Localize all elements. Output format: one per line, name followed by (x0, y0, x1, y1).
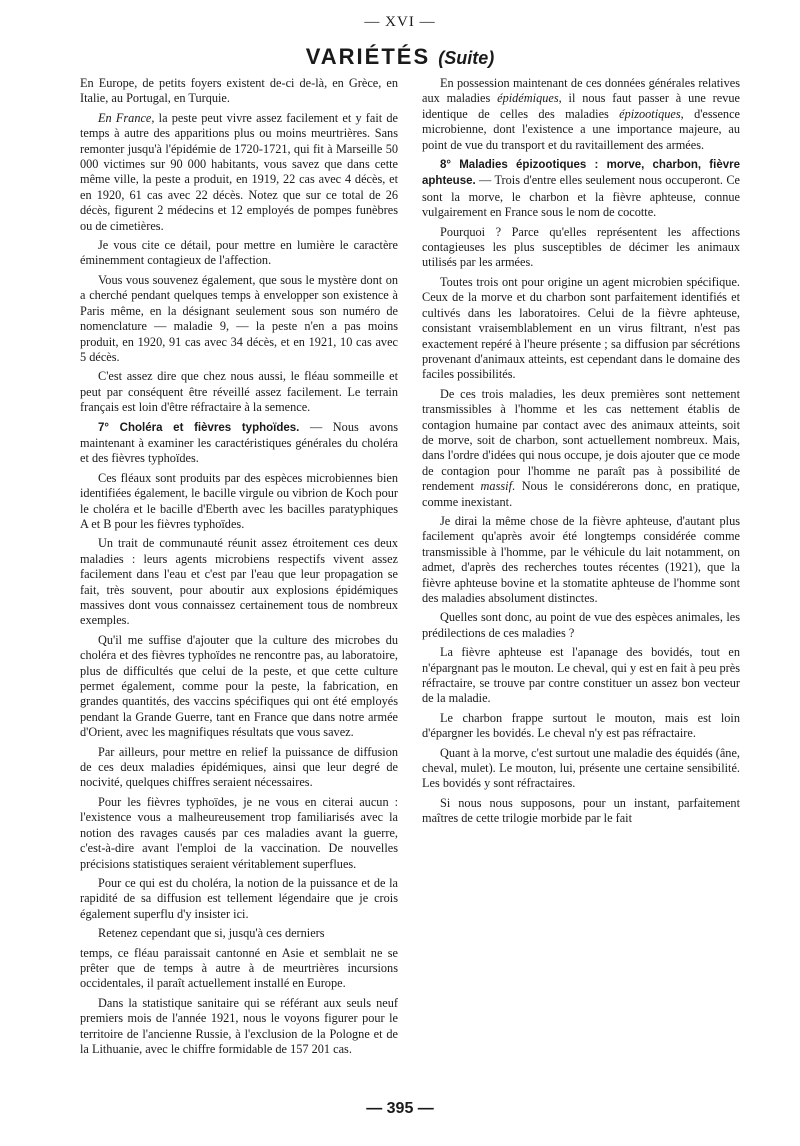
paragraph: Je dirai la même chose de la fièvre aphteuse, d'autant plus facilement qu'après avoir été longtemps considérée comme transmissible à l'homme, par le véhicule du lait notamment, on admet, d'après des recherches toutes récentes (1921), que la fièvre aphteuse bovine et la stomatite aphteuse de l'homme sont des maladies absolument distinctes. (422, 513, 740, 605)
paragraph: Toutes trois ont pour origine un agent microbien spécifique. Ceux de la morve et du charbon sont parfaitement identifiés et cultivés dans les laboratoires. Celui de la fièvre aphteuse, consistant vraisemblablement en un virus filtrant, n'est pas exactement repéré à l'heure présente ; sa diffusion par sécrétions provenant d'animaux atteints, est cependant dans le domaine des faciles possibilités. (422, 274, 740, 382)
subsection-paragraph: 7° Choléra et fièvres typhoïdes. — Nous avons maintenant à examiner les caractéristiques générales du choléra et des fièvres typhoïdes. (80, 419, 399, 466)
paragraph: C'est assez dire que chez nous aussi, le fléau sommeille et peut par conséquent être réveillé assez facilement. Le terrain français est loin d'être réfractaire à la semence. (80, 369, 398, 415)
paragraph: En Europe, de petits foyers existent de-ci de-là, en Grèce, en Italie, au Portugal, en Turquie. (80, 76, 398, 106)
paragraph: En possession maintenant de ces données générales relatives aux maladies épidémiques, il nous faut passer à une revue identique de celles des maladies épizootiques, d'essence microbienne, dont l'existence a une importance majeure, au point de vue du transport et du ravitaillement des armées. (422, 76, 740, 152)
paragraph: De ces trois maladies, les deux premières sont nettement transmissibles à l'homme et les cas nettement établis de contagion humaine par contact avec des animaux atteints, soit de morve, soit de charbon, sont actuellement nombreux. Mais, dans l'ordre d'idées qui nous occupe, je dois ajouter que ce mode de contagion pour l'homme ne paraît pas à possibilité de rendement massif. Nous le considérerons donc, en pratique, comme inexistant. (422, 386, 740, 509)
paragraph: Quelles sont donc, au point de vue des espèces animales, les prédilections de ces maladies ? (422, 610, 740, 640)
section-title (0, 44, 800, 70)
paragraph: Dans la statistique sanitaire qui se référant aux seuls neuf premiers mois de l'année 1921, nous le voyons figurer pour le territoire de l'ancienne Russie, à l'exclusion de la Pologne et de la Lithuanie, avec le chiffre formidable de 157 201 cas. (80, 995, 398, 1056)
section-title-text: VARIÉTÉS (305, 44, 431, 69)
paragraph: Quant à la morve, c'est surtout une maladie des équidés (âne, cheval, mulet). Le mouton, lui, présente une certaine sensibilité. Les bovidés y sont réfractaires. (422, 745, 740, 791)
roman-page-number: — XVI — (364, 14, 436, 30)
subsection-heading: 7° Choléra et fièvres typhoïdes. (98, 421, 300, 434)
paragraph: Par ailleurs, pour mettre en relief la puissance de diffusion de ces deux maladies épidémiques, ainsi que leur degré de nocivité, quelques chiffres seraient nécessaires. (80, 744, 398, 790)
paragraph: Ces fléaux sont produits par des espèces microbiennes bien identifiées également, le bacille virgule ou vibrion de Koch pour le choléra et le bacille d'Eberth avec les bacilles paratyphiques A et B pour les fièvres typhoïdes. (80, 470, 398, 531)
paragraph: Pour ce qui est du choléra, la notion de la puissance et de la rapidité de sa diffusion est tellement légendaire que je crois également superflu d'y insister ici. (80, 875, 398, 921)
paragraph: Vous vous souvenez également, que sous le mystère dont on a cherché pendant quelques temps à envelopper son existence à Paris même, en la désignant seulement sous son numéro de nomenclature — maladie 9, — la peste n'en a pas moins produit, en 1920, 91 cas avec 34 décès, et en 1921, 10 cas avec 5 décès. (80, 272, 398, 364)
subsection-paragraph: 8° Maladies épizootiques : morve, charbon, fièvre aphteuse. — Trois d'entre elles seulement nous occuperont. Ce sont la morve, le charbon et la fièvre aphteuse, connue vulgairement en France sous le nom de cocotte. (422, 159, 740, 220)
paragraph: Si nous nous supposons, pour un instant, parfaitement maîtres de cette trilogie morbide par le fait (422, 795, 740, 826)
paragraph: Un trait de communauté réunit assez étroitement ces deux maladies : leurs agents microbiens respectifs vivent assez facilement dans l'eau et c'est par l'eau que leur propagation se fait, très souvent, pour aboutir aux explosions épidémiques massives dont vous connaissez certainement tous de nombreux exemples. (80, 536, 398, 628)
paragraph: Pourquoi ? Parce qu'elles représentent les affections contagieuses les plus susceptibles de décimer les animaux utilisés par les armées. (422, 224, 740, 270)
paragraph: La fièvre aphteuse est l'apanage des bovidés, tout en n'épargnant pas le mouton. Le cheval, qui y est en fait à peu près réfractaire, se trouve par contre constituer un assez bon vecteur de la maladie. (422, 645, 740, 706)
page-number: — 395 — (366, 1100, 434, 1117)
subsection-heading: 8° Maladies épizootiques : morve, charbon, fièvre aphteuse. (422, 159, 740, 188)
paragraph: Pour les fièvres typhoïdes, je ne vous en citerai aucun : l'existence vous a malheureusement trop familiarisés avec la notion des ravages causés par ces maladies avant la guerre, c'est-à-dire avant l'emploi de la vaccination. De nouvelles précisions statistiques seraient véritablement superflues. (80, 794, 398, 871)
paragraph: En France, la peste peut vivre assez facilement et y fait de temps à autre des apparitions plus ou moins meurtrières. Sans remonter jusqu'à l'épidémie de 1720-1721, qui fit à Marseille 50 000 victimes sur 90 000 habitants, vous savez que dans cette même ville, la peste a produit, en 1919, 22 cas avec 4 décès, et en 1920, 61 cas avec 22 décès. Notez que sur ce total de 26 décès, figurent 2 médecins et 12 employés de pompes funèbres ou de cimetières. (80, 110, 399, 233)
section-title-suffix: (Suite) (438, 48, 495, 68)
paragraph: Retenez cependant que si, jusqu'à ces derniers (98, 926, 325, 941)
paragraph: Je vous cite ce détail, pour mettre en lumière le caractère éminemment contagieux de l'affection. (80, 238, 398, 268)
paragraph: Le charbon frappe surtout le mouton, mais est loin d'épargner les bovidés. Le cheval n'y est pas réfractaire. (422, 710, 740, 741)
paragraph: temps, ce fléau paraissait cantonné en Asie et semblait ne se prêter que de temps à autre à de meurtrières incursions occidentales, il paraît actuellement installé en Europe. (80, 945, 398, 991)
article-body (80, 76, 740, 1092)
paragraph: Qu'il me suffise d'ajouter que la culture des microbes du choléra et des fièvres typhoïdes ne rencontre pas, au laboratoire, plus de difficultés que celui de la peste, et que cette culture permet également, comme pour la peste, la fabrication, en grandes quantités, des vaccins spécifiques qui ont été employés pendant la Grande Guerre, tant en France que dans notre armée d'Orient, avec les magnifiques résultats que vous savez. (80, 632, 398, 740)
